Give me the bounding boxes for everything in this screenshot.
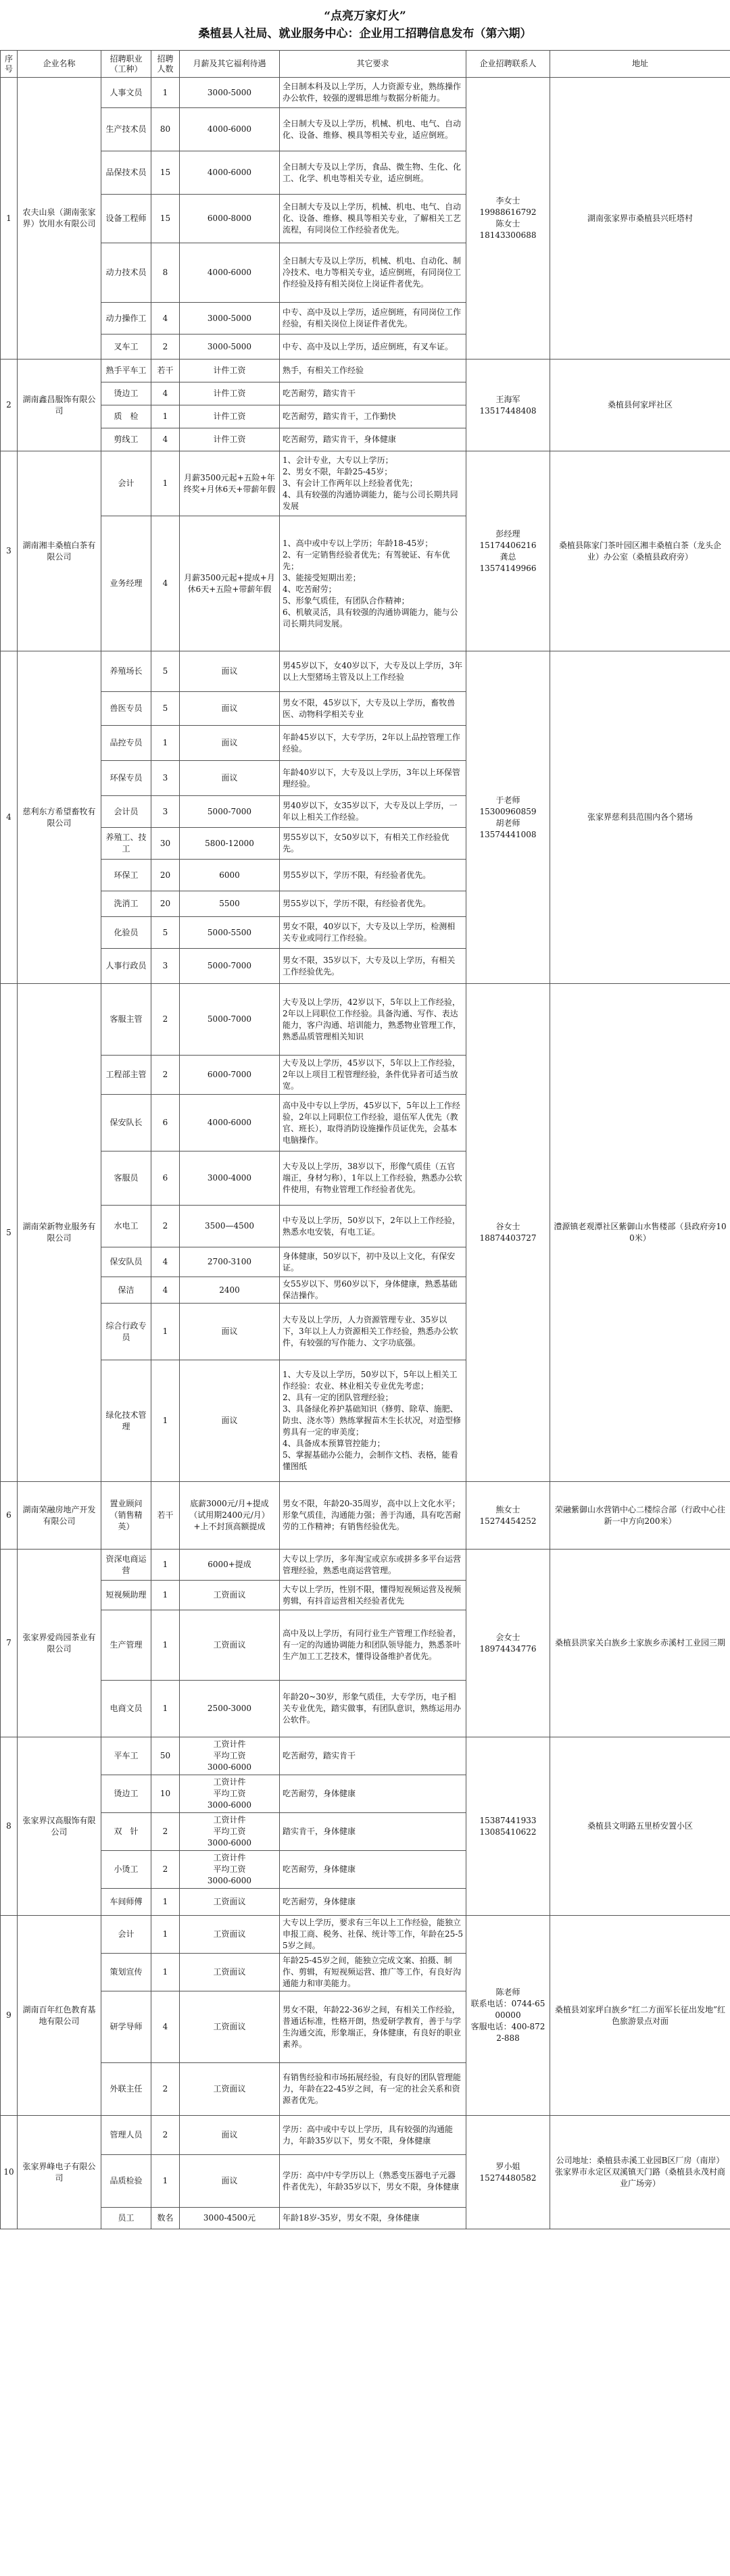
job-title: 品质检验	[101, 2155, 151, 2208]
job-requirements: 男女不限，45岁以下，大专及以上学历，畜牧兽医、动物科学相关专业	[280, 692, 466, 726]
company-address: 湖南张家界市桑植县兴旺塔村	[550, 78, 730, 360]
company-contact: 15387441933 13085410622	[466, 1737, 550, 1916]
table-row	[1, 2116, 730, 2155]
job-title: 小烫工	[101, 1851, 151, 1889]
job-pay: 5000-7000	[180, 949, 280, 984]
job-title: 生产管理	[101, 1610, 151, 1681]
job-pay: 底薪3000元/月+提成（试用期2400元/月）+上不封顶高额提成	[180, 1482, 280, 1550]
job-count: 4	[151, 382, 180, 405]
job-count: 2	[151, 2063, 180, 2116]
job-requirements: 吃苦耐劳，踏实肯干，身体健康	[280, 428, 466, 451]
recruitment-table	[0, 50, 730, 2229]
job-title: 会计员	[101, 796, 151, 828]
job-requirements: 高中及中专以上学历，45岁以下，5年以上工作经验，2年以上同职位工作经验，退伍军人优先（教官、班长），取得消防设施操作员证优先，会基本电脑操作。	[280, 1095, 466, 1151]
company-contact: 谷女士 18874403727	[466, 984, 550, 1482]
company-contact: 熊女士 15274454252	[466, 1482, 550, 1550]
company-name: 湖南荣新物业服务有限公司	[18, 984, 101, 1482]
table-row	[1, 451, 730, 516]
job-requirements: 全日制大专及以上学历，机械、机电、自动化、制冷技术、电力等相关专业，适应倒班，有同岗位工作经验及持有相关岗位上岗证件者优先。	[280, 243, 466, 303]
header-no: 序号	[1, 51, 18, 78]
job-count: 4	[151, 1991, 180, 2063]
job-count: 4	[151, 1247, 180, 1277]
table-row	[1, 651, 730, 692]
row-number: 10	[1, 2116, 18, 2229]
job-pay: 工资计件 平均工资 3000-6000	[180, 1851, 280, 1889]
company-name: 农夫山泉（湖南张家界）饮用水有限公司	[18, 78, 101, 360]
job-requirements: 熟手，有相关工作经验	[280, 360, 466, 382]
job-pay: 3000-5000	[180, 78, 280, 108]
job-requirements: 年龄25-45岁之间，能独立完成文案、拍摄、制作、剪辑，有短视频运营、推广等工作，有良好沟通能力和审美能力。	[280, 1954, 466, 1991]
title-slogan: “点亮万家灯火”	[324, 9, 406, 23]
job-title: 员工	[101, 2208, 151, 2229]
job-requirements: 中专、高中及以上学历，适应倒班，有同岗位工作经验，有相关岗位上岗证件者优先。	[280, 303, 466, 335]
job-pay: 3000-4000	[180, 1151, 280, 1206]
company-name: 湖南荣融房地产开发有限公司	[18, 1482, 101, 1550]
job-title: 环保专员	[101, 761, 151, 796]
job-count: 2	[151, 335, 180, 360]
job-requirements: 男55岁以下，女50岁以下，有相关工作经验优先。	[280, 828, 466, 860]
job-pay: 2500-3000	[180, 1681, 280, 1737]
job-pay: 3000-5000	[180, 335, 280, 360]
job-pay: 4000-6000	[180, 243, 280, 303]
job-title: 业务经理	[101, 516, 151, 651]
job-pay: 5500	[180, 891, 280, 917]
company-contact: 陈老师 联系电话：0744-6500000 客服电话：400-8722-888	[466, 1916, 550, 2116]
row-number: 5	[1, 984, 18, 1482]
job-title: 剪线工	[101, 428, 151, 451]
job-pay: 工资面议	[180, 1916, 280, 1954]
job-title: 策划宣传	[101, 1954, 151, 1991]
job-count: 4	[151, 1277, 180, 1304]
company-contact: 罗小姐 15274480582	[466, 2116, 550, 2229]
job-requirements: 全日制大专及以上学历，食品、微生物、生化、化工、化学、机电等相关专业，适应倒班。	[280, 151, 466, 195]
job-pay: 6000-7000	[180, 1056, 280, 1095]
table-row	[1, 984, 730, 1056]
company-name: 湖南百年红色教育基地有限公司	[18, 1916, 101, 2116]
job-pay: 月薪3500元起+五险+年终奖+月休6天+带薪年假	[180, 451, 280, 516]
job-count: 6	[151, 1151, 180, 1206]
job-title: 综合行政专员	[101, 1304, 151, 1360]
job-count: 50	[151, 1737, 180, 1775]
job-pay: 5000-7000	[180, 984, 280, 1056]
job-pay: 计件工资	[180, 405, 280, 428]
job-title: 烫边工	[101, 382, 151, 405]
job-count: 1	[151, 1681, 180, 1737]
job-title: 保安队长	[101, 1095, 151, 1151]
company-address: 澧源镇老观潭社区紫御山水售楼部（县政府旁100米）	[550, 984, 730, 1482]
job-requirements: 吃苦耐劳，踏实肯干	[280, 382, 466, 405]
job-pay: 计件工资	[180, 360, 280, 382]
header-job: 招聘职业（工种）	[101, 51, 151, 78]
job-pay: 4000-6000	[180, 151, 280, 195]
company-address: 桑植县刘家坪白族乡“红二方面军长征出发地”红色旅游景点对面	[550, 1916, 730, 2116]
job-pay: 5000-7000	[180, 796, 280, 828]
job-pay: 3500—4500	[180, 1206, 280, 1247]
job-pay: 工资面议	[180, 1991, 280, 2063]
job-requirements: 学历：高中或中专以上学历，具有较强的沟通能力，年龄35岁以下，男女不限，身体健康	[280, 2116, 466, 2155]
table-row	[1, 1737, 730, 1775]
job-title: 熟手平车工	[101, 360, 151, 382]
job-pay: 工资计件 平均工资 3000-6000	[180, 1813, 280, 1851]
job-pay: 4000-6000	[180, 108, 280, 151]
company-contact: 彭经理 15174406216 龚总 13574149966	[466, 451, 550, 651]
job-requirements: 吃苦耐劳，踏实肯干，工作勤快	[280, 405, 466, 428]
job-title: 品控专员	[101, 726, 151, 761]
job-pay: 3000-4500元	[180, 2208, 280, 2229]
job-requirements: 中专及以上学历，50岁以下，2年以上工作经验，熟悉水电安装，有电工证。	[280, 1206, 466, 1247]
company-name: 湖南鑫昌服饰有限公司	[18, 360, 101, 451]
job-requirements: 男女不限，40岁以下，大专及以上学历，检测相关专业或同行工作经验。	[280, 917, 466, 949]
job-count: 4	[151, 516, 180, 651]
job-requirements: 男45岁以下，女40岁以下，大专及以上学历，3年以上大型猪场主管及以上工作经验	[280, 651, 466, 692]
job-requirements: 大专及以上学历，45岁以下，5年以上工作经验，2年以上项目工程管理经验，条件优异者可适当放宽。	[280, 1056, 466, 1095]
job-pay: 面议	[180, 761, 280, 796]
job-count: 2	[151, 1056, 180, 1095]
job-requirements: 男女不限，年龄20-35周岁，高中以上文化水平； 形象气质佳，沟通能力强；善于沟通，具有吃苦耐劳的工作精神；有销售经验优先。	[280, 1482, 466, 1550]
job-pay: 2700-3100	[180, 1247, 280, 1277]
job-requirements: 吃苦耐劳，踏实肯干	[280, 1737, 466, 1775]
job-title: 品保技术员	[101, 151, 151, 195]
job-pay: 6000-8000	[180, 195, 280, 243]
job-pay: 5800-12000	[180, 828, 280, 860]
title-main: 桑植县人社局、就业服务中心：企业用工招聘信息发布（第六期）	[198, 27, 532, 41]
job-pay: 面议	[180, 2116, 280, 2155]
job-count: 1	[151, 726, 180, 761]
job-count: 20	[151, 891, 180, 917]
job-title: 电商文员	[101, 1681, 151, 1737]
header-address: 地址	[550, 51, 730, 78]
job-title: 叉车工	[101, 335, 151, 360]
job-pay: 面议	[180, 1304, 280, 1360]
header-pay: 月薪及其它福利待遇	[180, 51, 280, 78]
job-title: 客服主管	[101, 984, 151, 1056]
job-title: 研学导师	[101, 1991, 151, 2063]
job-requirements: 1、大专及以上学历，50岁以下，5年以上相关工作经验：农业、林业相关专业优先考虑； 2、具有一定的团队管理经验； 3、具备绿化养护基础知识（修剪、除草、施肥、防虫、浇水等）熟练掌握苗木生长状况，对造型修剪具有一定的审美度； 4、具备成本预算管控能力； 5、掌握基础办公能力，会制作文档、表格，能看懂图纸	[280, 1360, 466, 1482]
company-address: 荣融紫御山水营销中心二楼综合部（行政中心往新一中方向200米）	[550, 1482, 730, 1550]
job-pay: 3000-5000	[180, 303, 280, 335]
job-pay: 4000-6000	[180, 1095, 280, 1151]
job-pay: 月薪3500元起+提成+月休6天+五险+带薪年假	[180, 516, 280, 651]
company-name: 张家界峰电子有限公司	[18, 2116, 101, 2229]
job-title: 双 针	[101, 1813, 151, 1851]
company-contact: 李女士 19988616792 陈女士 18143300688	[466, 78, 550, 360]
row-number: 2	[1, 360, 18, 451]
job-title: 绿化技术管理	[101, 1360, 151, 1482]
job-count: 20	[151, 860, 180, 891]
job-pay: 工资面议	[180, 1889, 280, 1916]
job-title: 环保工	[101, 860, 151, 891]
job-title: 短视频助理	[101, 1581, 151, 1610]
table-row	[1, 1916, 730, 1954]
job-count: 1	[151, 1304, 180, 1360]
job-count: 1	[151, 1954, 180, 1991]
header-requirements: 其它要求	[280, 51, 466, 78]
job-title: 客服员	[101, 1151, 151, 1206]
job-count: 1	[151, 1916, 180, 1954]
job-count: 8	[151, 243, 180, 303]
header-company: 企业名称	[18, 51, 101, 78]
row-number: 9	[1, 1916, 18, 2116]
job-count: 1	[151, 1550, 180, 1581]
job-title: 置业顾问（销售精英）	[101, 1482, 151, 1550]
job-title: 保安队员	[101, 1247, 151, 1277]
table-row	[1, 78, 730, 108]
job-title: 水电工	[101, 1206, 151, 1247]
job-pay: 6000+提成	[180, 1550, 280, 1581]
job-pay: 计件工资	[180, 428, 280, 451]
job-count: 3	[151, 796, 180, 828]
job-requirements: 男55岁以下，学历不限，有经验者优先。	[280, 891, 466, 917]
job-requirements: 大专以上学历，要求有三年以上工作经验，能独立申报工商、税务、社保、统计等工作，年龄在25-55岁之间。	[280, 1916, 466, 1954]
job-count: 30	[151, 828, 180, 860]
job-title: 车间师傅	[101, 1889, 151, 1916]
job-requirements: 1、高中或中专以上学历；年龄18-45岁； 2、有一定销售经验者优先；有驾驶证、有车优先； 3、能接受短期出差； 4、吃苦耐劳； 5、形象气质佳，有团队合作精神； 6、机敏灵活，具有较强的沟通协调能力，能与公司长期共同发展。	[280, 516, 466, 651]
job-requirements: 年龄20~30岁，形象气质佳，大专学历，电子相关专业优先，踏实做事，有团队意识，熟练运用办公软件。	[280, 1681, 466, 1737]
header-count: 招聘人数	[151, 51, 180, 78]
job-requirements: 踏实肯干，身体健康	[280, 1813, 466, 1851]
job-count: 2	[151, 1813, 180, 1851]
job-count: 5	[151, 651, 180, 692]
job-pay: 面议	[180, 726, 280, 761]
job-title: 养殖场长	[101, 651, 151, 692]
job-requirements: 男55岁以下，学历不限，有经验者优先。	[280, 860, 466, 891]
job-pay: 6000	[180, 860, 280, 891]
row-number: 6	[1, 1482, 18, 1550]
job-requirements: 大专及以上学历，38岁以下，形像气质佳（五官端正，身材匀称），1年以上工作经验，熟悉办公软件使用，有物业管理工作经验者优先。	[280, 1151, 466, 1206]
job-requirements: 吃苦耐劳，身体健康	[280, 1851, 466, 1889]
job-count: 1	[151, 1581, 180, 1610]
job-title: 洗消工	[101, 891, 151, 917]
job-count: 5	[151, 917, 180, 949]
job-count: 1	[151, 78, 180, 108]
job-count: 80	[151, 108, 180, 151]
job-count: 数名	[151, 2208, 180, 2229]
job-pay: 2400	[180, 1277, 280, 1304]
job-count: 10	[151, 1775, 180, 1813]
job-pay: 面议	[180, 651, 280, 692]
job-count: 15	[151, 151, 180, 195]
job-count: 4	[151, 428, 180, 451]
table-row	[1, 360, 730, 382]
job-count: 若干	[151, 1482, 180, 1550]
job-requirements: 大专以上学历，多年淘宝或京东或拼多多平台运营管理经验，熟悉电商运营管理。	[280, 1550, 466, 1581]
job-pay: 面议	[180, 2155, 280, 2208]
job-title: 生产技术员	[101, 108, 151, 151]
company-contact: 王海军 13517448408	[466, 360, 550, 451]
company-address: 桑植县陈家门茶叶园区湘丰桑植白茶（龙头企业）办公室（桑植县政府旁）	[550, 451, 730, 651]
job-title: 平车工	[101, 1737, 151, 1775]
job-count: 1	[151, 1360, 180, 1482]
job-requirements: 1、会计专业，大专以上学历； 2、男女不限，年龄25-45岁； 3、有会计工作两年以上经验者优先； 4、具有较强的沟通协调能力，能与公司长期共同发展	[280, 451, 466, 516]
job-pay: 面议	[180, 1360, 280, 1482]
job-requirements: 男40岁以下，女35岁以下，大专及以上学历，一年以上相关工作经验。	[280, 796, 466, 828]
job-requirements: 男女不限，年龄22-36岁之间，有相关工作经验，普通话标准，性格开朗，热爱研学教育，善于与学生沟通交流，形象端正，身体健康，有良好的职业素养。	[280, 1991, 466, 2063]
row-number: 4	[1, 651, 18, 984]
job-count: 2	[151, 2116, 180, 2155]
job-requirements: 高中及以上学历，有同行业生产管理工作经验者，有一定的沟通协调能力和团队领导能力，熟悉茶叶生产加工工艺技术，懂得设备维护者优先。	[280, 1610, 466, 1681]
company-name: 张家界爱尚园茶业有限公司	[18, 1550, 101, 1737]
job-count: 1	[151, 405, 180, 428]
job-pay: 工资面议	[180, 2063, 280, 2116]
job-title: 动力技术员	[101, 243, 151, 303]
job-requirements: 全日制大专及以上学历，机械、机电、电气、自动化、设备、维修、模具等相关专业，适应倒班。	[280, 108, 466, 151]
job-count: 3	[151, 949, 180, 984]
job-count: 1	[151, 2155, 180, 2208]
job-pay: 面议	[180, 692, 280, 726]
job-requirements: 吃苦耐劳，身体健康	[280, 1889, 466, 1916]
company-name: 张家界汉高服饰有限公司	[18, 1737, 101, 1916]
job-requirements: 女55岁以下、男60岁以下，身体健康，熟悉基础保洁操作。	[280, 1277, 466, 1304]
company-address: 桑植县文明路五里桥安置小区	[550, 1737, 730, 1916]
row-number: 8	[1, 1737, 18, 1916]
job-count: 4	[151, 303, 180, 335]
job-count: 1	[151, 1889, 180, 1916]
row-number: 3	[1, 451, 18, 651]
job-title: 保洁	[101, 1277, 151, 1304]
job-title: 兽医专员	[101, 692, 151, 726]
row-number: 7	[1, 1550, 18, 1737]
job-title: 外联主任	[101, 2063, 151, 2116]
job-pay: 工资计件 平均工资 3000-6000	[180, 1737, 280, 1775]
job-count: 15	[151, 195, 180, 243]
job-count: 3	[151, 761, 180, 796]
job-requirements: 学历：高中/中专学历以上（熟悉变压器电子元器件者优先），年龄35岁以下，男女不限，身体健康	[280, 2155, 466, 2208]
row-number: 1	[1, 78, 18, 360]
job-requirements: 中专、高中及以上学历，适应倒班，有叉车证。	[280, 335, 466, 360]
job-count: 若干	[151, 360, 180, 382]
job-title: 质 检	[101, 405, 151, 428]
header-contact: 企业招聘联系人	[466, 51, 550, 78]
job-requirements: 年龄18岁-35岁，男女不限，身体健康	[280, 2208, 466, 2229]
company-address: 桑植县何家坪社区	[550, 360, 730, 451]
page-title	[0, 0, 730, 50]
company-address: 桑植县洪家关白族乡土家族乡赤溪村工业园三期	[550, 1550, 730, 1737]
job-title: 化验员	[101, 917, 151, 949]
job-requirements: 大专以上学历，性别不限，懂得短视频运营及视频剪辑，有抖音运营相关经验者优先	[280, 1581, 466, 1610]
header-row	[1, 51, 730, 78]
company-name: 慈利东方希望畜牧有限公司	[18, 651, 101, 984]
job-requirements: 大专及以上学历，42岁以下，5年以上工作经验，2年以上同职位工作经验。具备沟通、写作、表达能力，客户沟通、培训能力，熟悉物业管理工作，熟悉品质管理相关知识	[280, 984, 466, 1056]
company-address: 公司地址：桑植县赤溪工业园B区厂房（南岸）张家界市永定区双溪镇天门路（桑植县永茂村商业广场旁）	[550, 2116, 730, 2229]
table-row	[1, 1550, 730, 1581]
job-requirements: 年龄40岁以下，大专及以上学历，3年以上环保管理经验。	[280, 761, 466, 796]
job-pay: 计件工资	[180, 382, 280, 405]
job-title: 人事文员	[101, 78, 151, 108]
job-title: 资深电商运营	[101, 1550, 151, 1581]
job-title: 动力操作工	[101, 303, 151, 335]
table-row	[1, 1482, 730, 1550]
job-count: 5	[151, 692, 180, 726]
company-contact: 会女士 18974434776	[466, 1550, 550, 1737]
table-body	[1, 78, 730, 2229]
job-requirements: 有销售经验和市场拓展经验，有良好的团队管理能力，年龄在22-45岁之间，有一定的社会关系和资源者优先。	[280, 2063, 466, 2116]
job-title: 烫边工	[101, 1775, 151, 1813]
job-title: 设备工程师	[101, 195, 151, 243]
job-count: 2	[151, 1851, 180, 1889]
job-count: 2	[151, 1206, 180, 1247]
job-pay: 工资面议	[180, 1954, 280, 1991]
job-count: 1	[151, 1610, 180, 1681]
job-requirements: 身体健康，50岁以下，初中及以上文化，有保安证。	[280, 1247, 466, 1277]
job-requirements: 年龄45岁以下，大专学历，2年以上品控管理工作经验。	[280, 726, 466, 761]
job-title: 管理人员	[101, 2116, 151, 2155]
job-title: 会计	[101, 451, 151, 516]
job-count: 1	[151, 451, 180, 516]
company-address: 张家界慈利县范围内各个猪场	[550, 651, 730, 984]
job-requirements: 全日制本科及以上学历，人力资源专业，熟练操作办公软件，较强的逻辑思维与数据分析能力。	[280, 78, 466, 108]
job-title: 会计	[101, 1916, 151, 1954]
job-title: 人事行政员	[101, 949, 151, 984]
company-contact: 于老师 15300960859 胡老师 13574441008	[466, 651, 550, 984]
job-requirements: 大专及以上学历，人力资源管理专业、35岁以下，3年以上人力资源相关工作经验，熟悉办公软件，有较强的写作能力、文字功底强。	[280, 1304, 466, 1360]
company-name: 湖南湘丰桑植白茶有限公司	[18, 451, 101, 651]
job-count: 2	[151, 984, 180, 1056]
job-requirements: 吃苦耐劳，身体健康	[280, 1775, 466, 1813]
job-requirements: 男女不限，35岁以下，大专及以上学历，有相关工作经验优先。	[280, 949, 466, 984]
job-pay: 工资面议	[180, 1581, 280, 1610]
job-pay: 工资计件 平均工资 3000-6000	[180, 1775, 280, 1813]
job-requirements: 全日制大专及以上学历，机械、机电、电气、自动化、设备、维修、模具等相关专业，了解相关工艺流程，有同岗位工作经验者优先。	[280, 195, 466, 243]
job-title: 养殖工、技工	[101, 828, 151, 860]
job-pay: 5000-5500	[180, 917, 280, 949]
job-count: 6	[151, 1095, 180, 1151]
job-title: 工程部主管	[101, 1056, 151, 1095]
job-pay: 工资面议	[180, 1610, 280, 1681]
